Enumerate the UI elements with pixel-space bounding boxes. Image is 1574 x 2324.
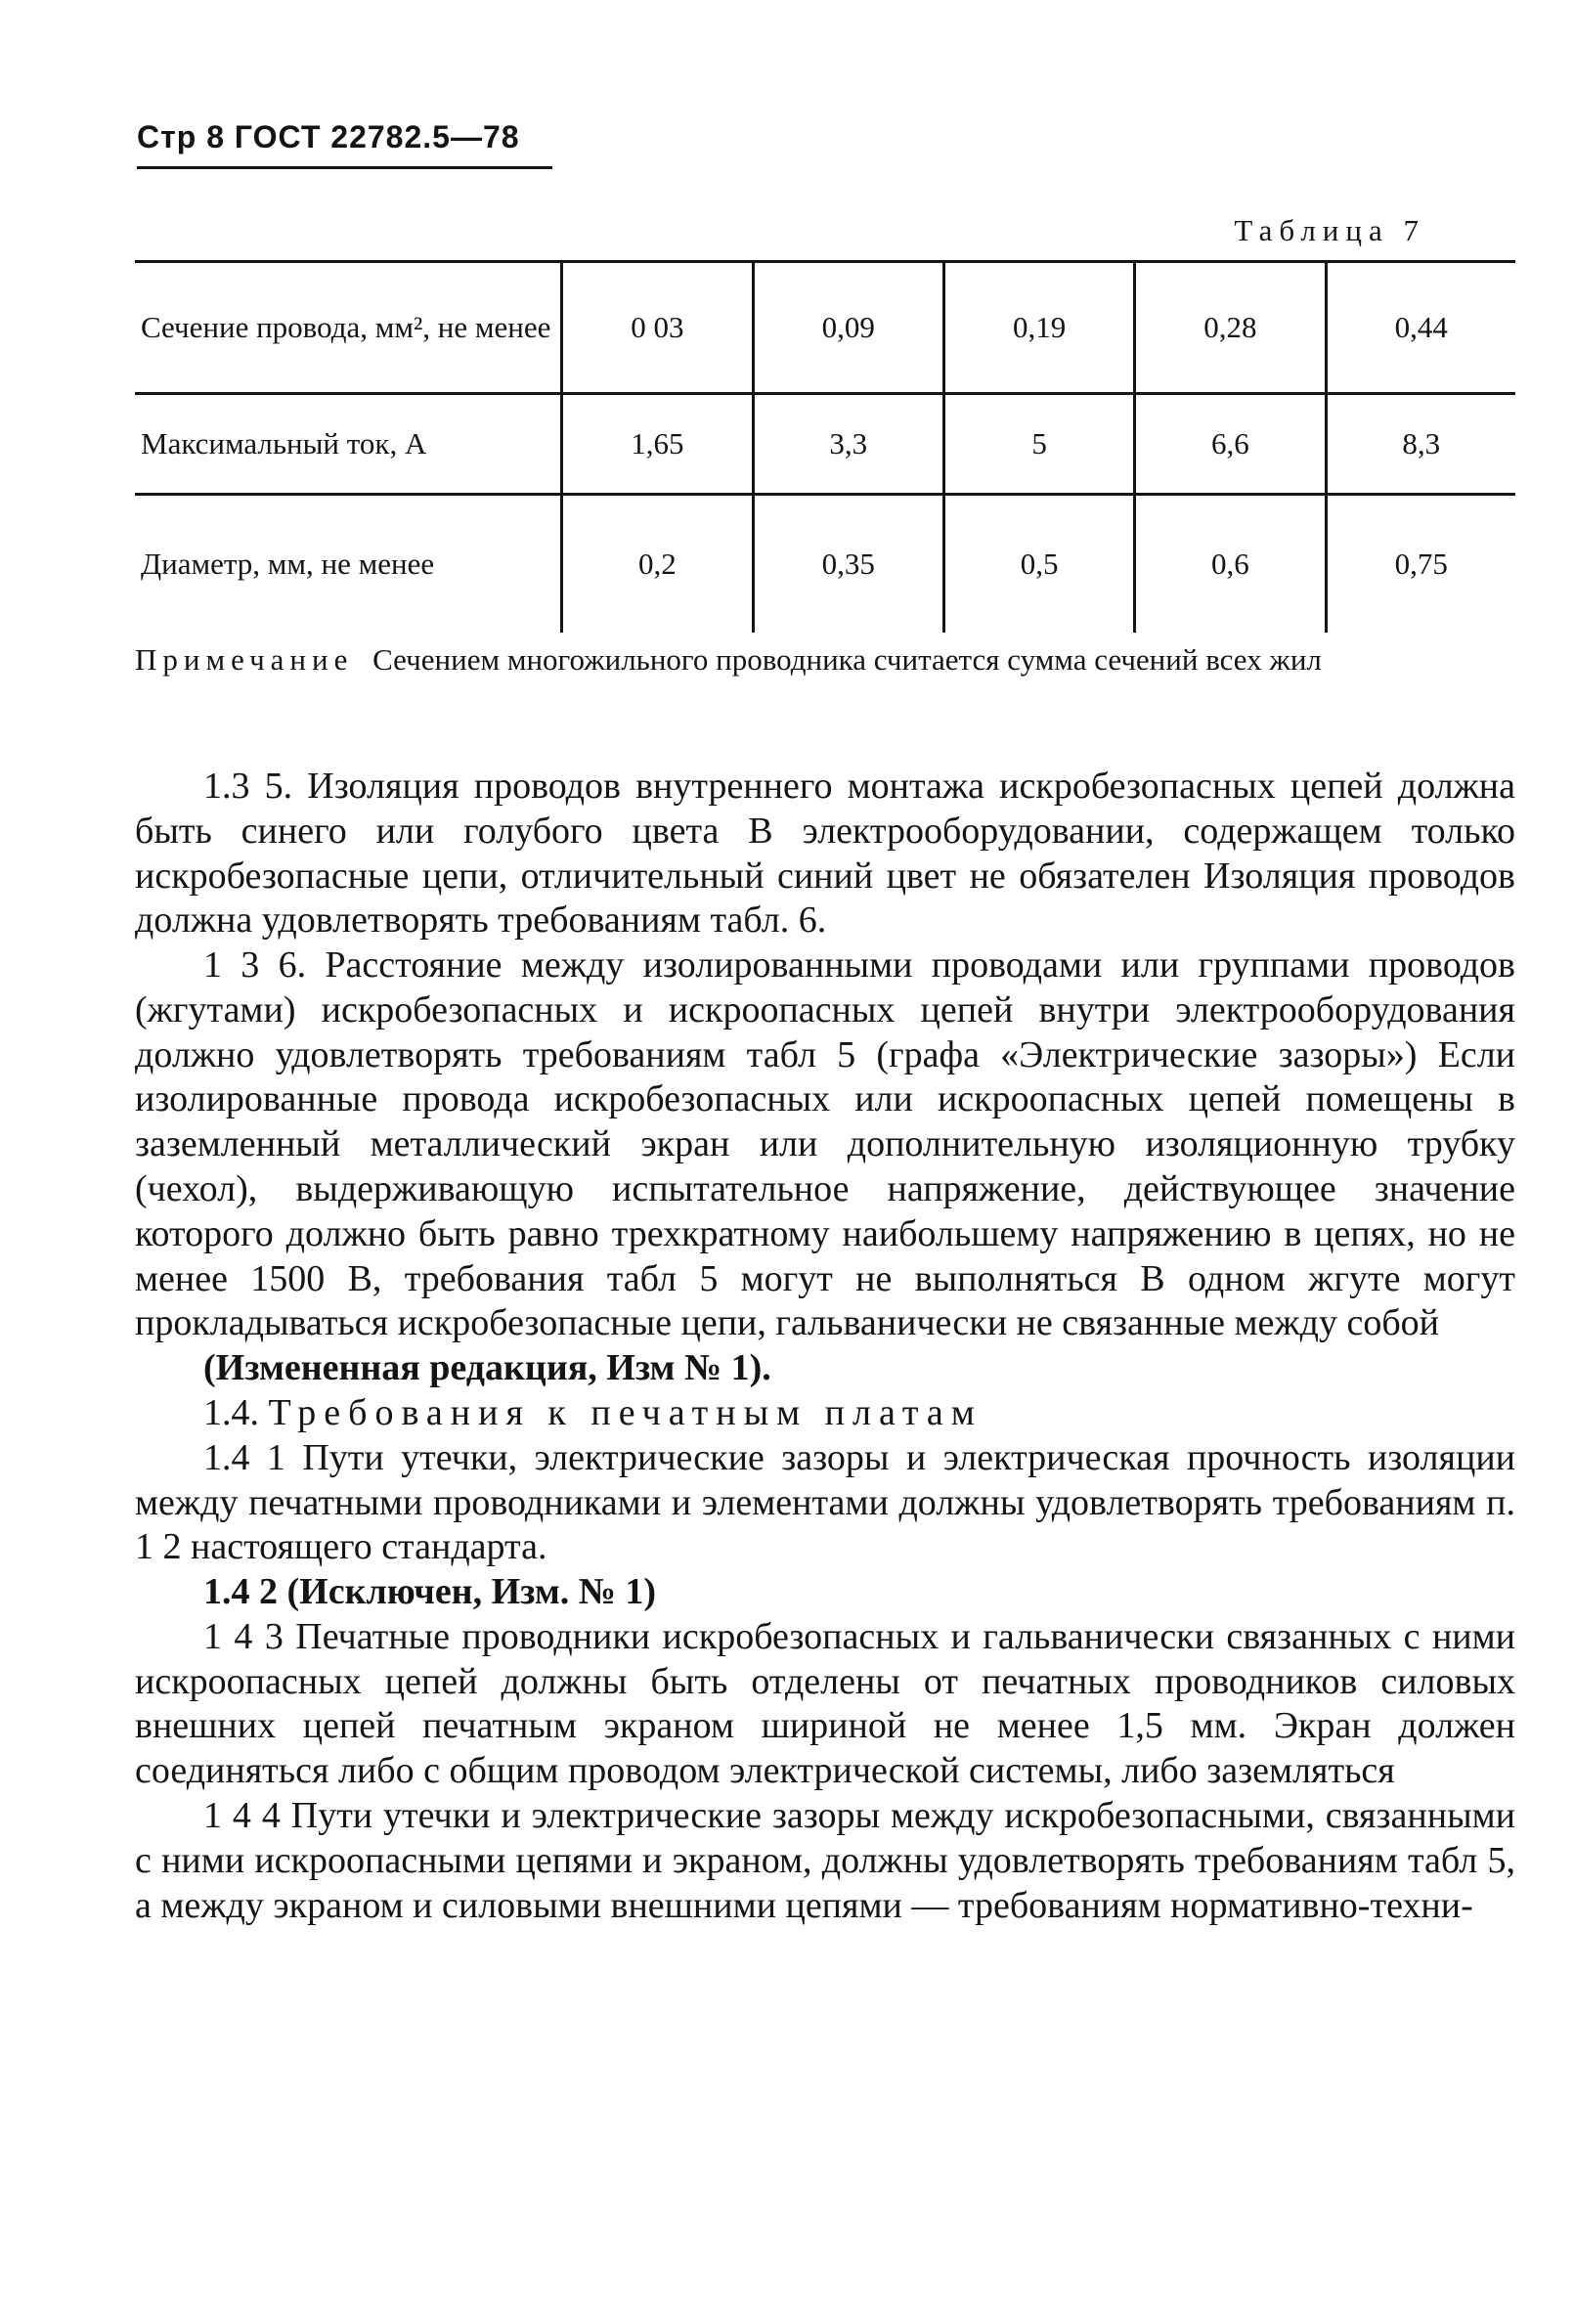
paragraph-1-4-2: 1.4 2 (Исключен, Изм. № 1) xyxy=(203,1571,657,1613)
section-heading-1-4 xyxy=(135,1391,1515,1436)
paragraph-1-4-3: 1 4 3 Печатные проводники искробезопасных и гальванически связанных с ними искроопасных цепей должны быть отделены от печатных проводников силовых внешних цепей печатным экраном шириной не менее 1,5 мм. Экран должен соединяться либо с общим проводом электрической системы, либо заземляться xyxy=(135,1615,1515,1792)
section-number: 1.4. xyxy=(203,1391,259,1433)
table-cell: 0,09 xyxy=(753,262,943,394)
table-cell: 0,35 xyxy=(753,495,943,634)
table-cell: 0,28 xyxy=(1135,262,1326,394)
table-cell: 0,75 xyxy=(1326,495,1515,634)
table-cell: 0,2 xyxy=(562,495,753,634)
header-rule xyxy=(137,166,552,169)
table-cell: 0,19 xyxy=(943,262,1134,394)
paragraph-1-3-5: 1.3 5. Изоляция проводов внутреннего монтажа искробезопасных цепей должна быть синего или голубого цвета В электрооборудовании, содержащем только искробезопасные цепи, отличительный синий цвет не обязателен Изоляция проводов должна удовлетворять требованиям табл. 6. xyxy=(135,766,1515,942)
table-row xyxy=(135,394,1515,495)
table-note xyxy=(135,641,1515,679)
table-cell: 6,6 xyxy=(1135,394,1326,495)
row-label: Диаметр, мм, не менее xyxy=(135,495,562,634)
page-header: Стр 8 ГОСТ 22782.5—78 xyxy=(137,119,520,154)
row-label: Максимальный ток, А xyxy=(135,394,562,495)
amendment-note: (Измененная редакция, Изм № 1). xyxy=(203,1347,771,1389)
table-cell: 0 03 xyxy=(562,262,753,394)
row-label: Сечение провода, мм², не менее xyxy=(135,262,562,394)
wire-spec-table xyxy=(135,260,1515,633)
paragraph-1-3-6: 1 3 6. Расстояние между изолированными проводами или группами проводов (жгутами) искробезопасных и искроопасных цепей внутри электрооборудования должно удовлетворять требованиям табл 5 (графа «Электрические зазоры») Если изолированные провода искробезопасных или искроопасных цепей помещены в заземленный металлический экран или дополнительную изоляционную трубку (чехол), выдерживающую испытательное напряжение, действующее значение которого должно быть равно трехкратному наибольшему напряжению в цепях, но не менее 1500 В, требования табл 5 могут не выполняться В одном жгуте могут прокладываться искробезопасные цепи, гальванически не связанные между собой xyxy=(135,944,1515,1344)
table-cell: 1,65 xyxy=(562,394,753,495)
paragraph-1-4-4: 1 4 4 Пути утечки и электрические зазоры между искробезопасными, связанными с ними искроопасными цепями и экраном, должны удовлетворять требованиям табл 5, а между экраном и силовыми внешними цепями — требованиям нормативно-техни- xyxy=(135,1794,1515,1926)
table-cell: 3,3 xyxy=(753,394,943,495)
table-cell: 0,6 xyxy=(1135,495,1326,634)
paragraph-1-4-1: 1.4 1 Пути утечки, электрические зазоры и электрическая прочность изоляции между печатными проводниками и элементами должны удовлетворять требованиям п. 1 2 настоящего стандарта. xyxy=(135,1436,1515,1568)
table-cell: 0,5 xyxy=(943,495,1134,634)
section-title: Требования к печатным платам xyxy=(268,1391,983,1433)
note-label: Примечание xyxy=(135,642,354,677)
document-body xyxy=(135,765,1515,1928)
table-cell: 0,44 xyxy=(1326,262,1515,394)
table-cell: 8,3 xyxy=(1326,394,1515,495)
table-row xyxy=(135,262,1515,394)
table-cell: 5 xyxy=(943,394,1134,495)
table-row xyxy=(135,495,1515,634)
table-caption: Таблица 7 xyxy=(1234,213,1425,247)
note-text: Сечением многожильного проводника считается сумма сечений всех жил xyxy=(372,642,1322,677)
